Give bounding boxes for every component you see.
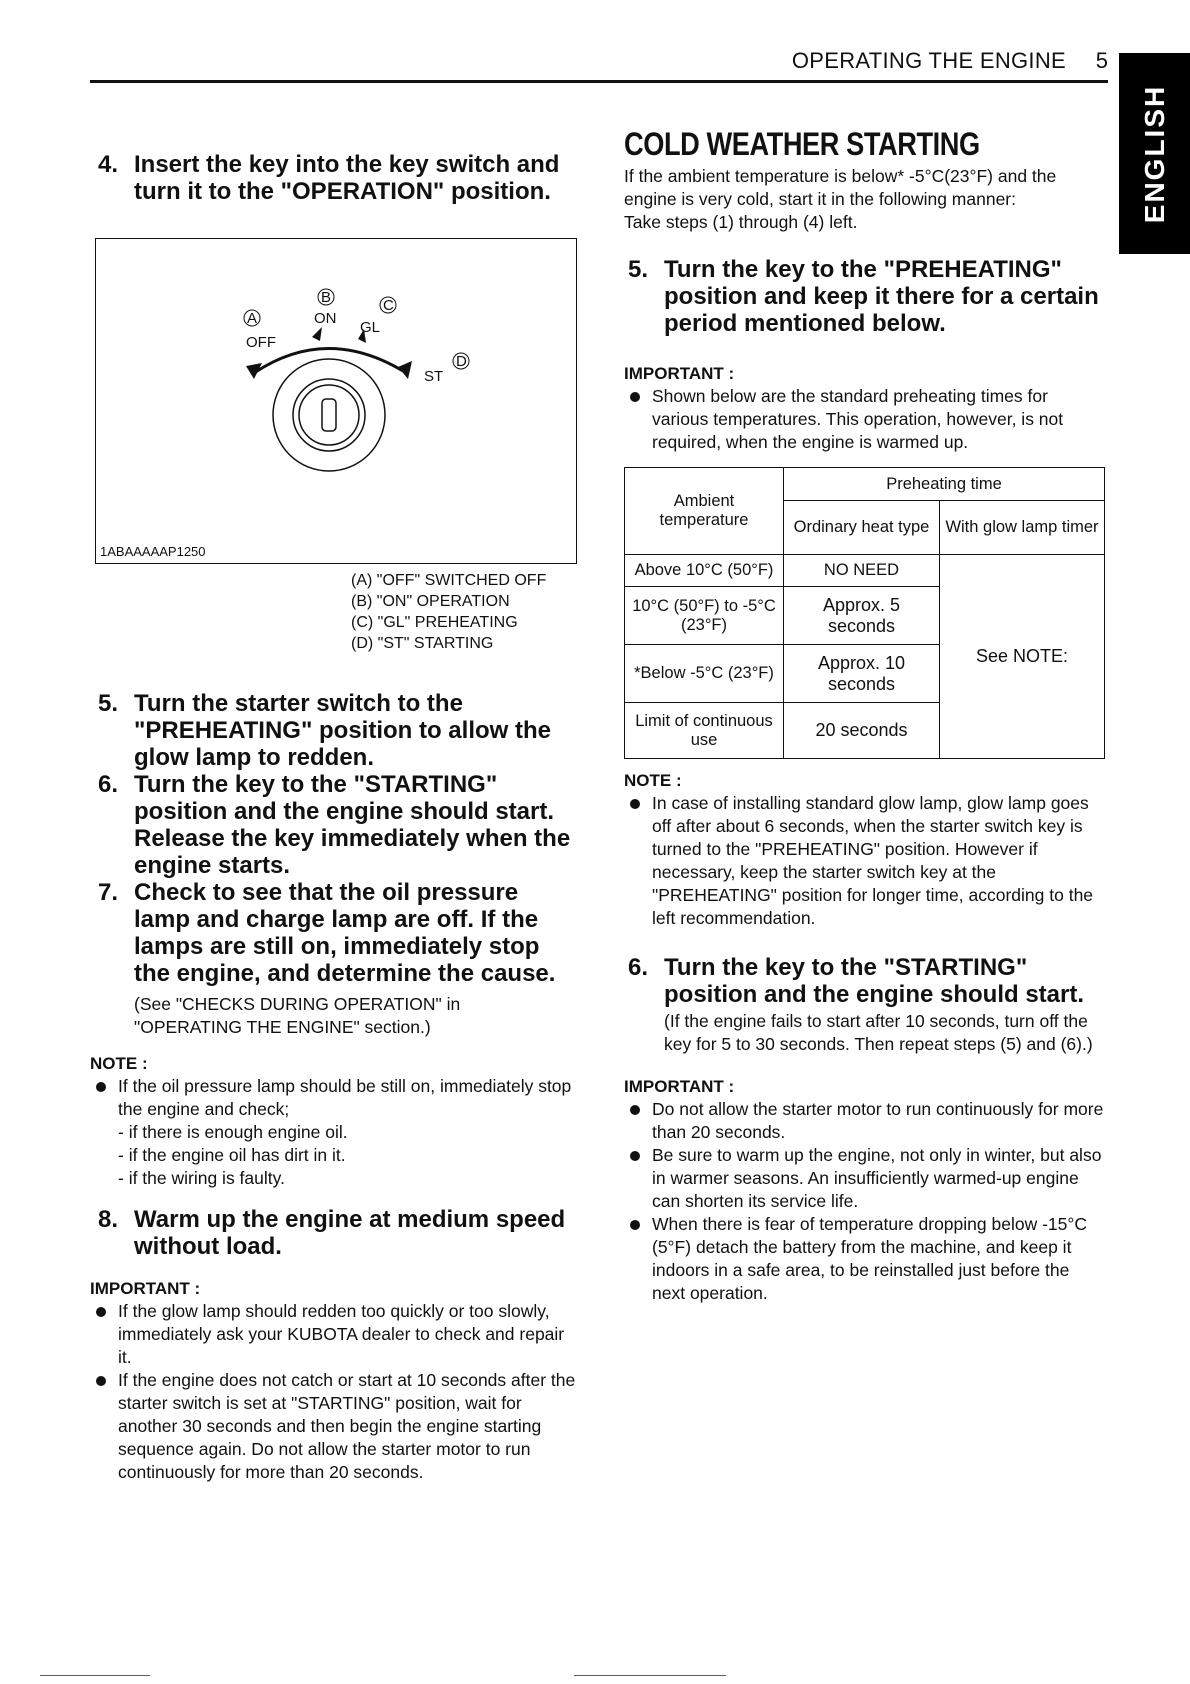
left-step-4: 4. Insert the key into the key switch and turn it to the "OPERATION" position.: [98, 151, 560, 205]
header-ambient: Ambient temperature: [625, 468, 784, 555]
table-cell-time: 20 seconds: [784, 703, 940, 759]
label-st: ST: [424, 368, 444, 385]
important-bullet: Do not allow the starter motor to run continuously for more than 20 seconds.: [624, 1098, 1106, 1144]
note-label: NOTE :: [90, 1054, 148, 1073]
table-cell-temp: Above 10°C (50°F): [625, 555, 784, 587]
cold-weather-heading: COLD WEATHER STARTING: [624, 126, 980, 162]
right-step-5: 5. Turn the key to the "PREHEATING" position and keep it there for a certain period mentioned below.: [628, 256, 1099, 337]
language-tab: [1119, 53, 1190, 254]
legend-item: (D) "ST" STARTING: [351, 635, 494, 652]
key-switch-figure: [95, 238, 577, 564]
label-b: B: [321, 289, 332, 306]
key-switch-illustration: [96, 239, 576, 563]
table-cell-time: Approx. 10 seconds: [784, 645, 940, 703]
legend-item: (B) "ON" OPERATION: [351, 593, 510, 610]
table-cell-temp: Limit of continuous use: [625, 703, 784, 759]
table-cell-time: Approx. 5 seconds: [784, 587, 940, 645]
legend-item: (A) "OFF" SWITCHED OFF: [351, 572, 547, 589]
important-label: IMPORTANT :: [624, 1077, 735, 1096]
note-dash: - if the engine oil has dirt in it.: [118, 1145, 346, 1165]
right-step-6-note: (If the engine fails to start after 10 seconds, turn off the key for 5 to 30 seconds. Then repeat steps (5) and (6).): [664, 1011, 1093, 1054]
table-cell-glow: See NOTE:: [940, 555, 1105, 759]
step-text: Insert the key into the key switch and turn it to the "OPERATION" position.: [134, 151, 560, 205]
right-step-6: 6. Turn the key to the "STARTING" position and the engine should start.: [628, 954, 1085, 1008]
right-important-1: [624, 363, 1106, 454]
label-c: C: [383, 297, 394, 314]
header-ordinary: Ordinary heat type: [784, 501, 940, 555]
important-label: IMPORTANT :: [90, 1279, 201, 1298]
label-gl: GL: [360, 319, 381, 336]
important-bullet: Shown below are the standard preheating times for various temperatures. This operation, however, is not required, when the engine is warmed up.: [624, 385, 1106, 454]
table-cell-temp: 10°C (50°F) to -5°C (23°F): [625, 587, 784, 645]
footer-divider: [40, 1675, 150, 1676]
left-steps: [90, 690, 580, 1484]
left-step-8: 8. Warm up the engine at medium speed without load.: [98, 1206, 566, 1260]
right-note: [624, 770, 1106, 930]
right-important-2: [624, 1076, 1106, 1305]
language-tab-label: ENGLISH: [1138, 84, 1170, 223]
footer-divider: [574, 1675, 726, 1676]
note-bullet: If the oil pressure lamp should be still on, immediately stop the engine and check;: [90, 1075, 580, 1121]
right-column-lower: [624, 770, 1106, 1305]
table-cell-temp: *Below -5°C (23°F): [625, 645, 784, 703]
label-a: A: [247, 310, 258, 327]
note-dash: - if there is enough engine oil.: [118, 1122, 348, 1142]
label-off: OFF: [246, 334, 276, 351]
label-on: ON: [314, 310, 337, 327]
right-column: [624, 126, 1106, 454]
important-label: IMPORTANT :: [624, 364, 735, 383]
table-cell-time: NO NEED: [784, 555, 940, 587]
left-step-5: 5. Turn the starter switch to the "PREHEATING" position to allow the glow lamp to redden.: [98, 690, 551, 771]
note-bullet: In case of installing standard glow lamp, glow lamp goes off after about 6 seconds, when the starter switch key is turned to the "PREHEATING" position. However if necessary, keep the starter switch key at the "PREHEATING" position for longer time, according to the left recommendation.: [624, 792, 1106, 930]
left-step-7: 7. Check to see that the oil pressure lamp and charge lamp are off. If the lamps are still on, immediately stop the engine, and determine the cause.: [98, 879, 556, 987]
left-step-7-note: (See "CHECKS DURING OPERATION" in "OPERATING THE ENGINE" section.): [134, 994, 461, 1037]
page-header: [90, 46, 1108, 83]
label-d: D: [456, 353, 467, 370]
preheating-table: [624, 467, 1105, 759]
header-preheating: Preheating time: [784, 468, 1105, 501]
important-bullet: Be sure to warm up the engine, not only in winter, but also in warmer seasons. An insufficiently warmed-up engine can shorten its service life.: [624, 1144, 1106, 1213]
intro-text: If the ambient temperature is below* -5°C(23°F) and the engine is very cold, start it in the following manner:: [624, 166, 1057, 209]
left-step-6: 6. Turn the key to the "STARTING" position and the engine should start. Release the key immediately when the engine starts.: [98, 771, 571, 879]
header-glow: With glow lamp timer: [940, 501, 1105, 555]
important-bullet: When there is fear of temperature dropping below -15°C (5°F) detach the battery from the machine, and keep it indoors in a safe area, to be reinstalled just before the next operation.: [624, 1213, 1106, 1305]
legend-item: (C) "GL" PREHEATING: [351, 614, 518, 631]
figure-code: 1ABAAAAAP1250: [100, 544, 206, 559]
note-label: NOTE :: [624, 771, 682, 790]
intro-text-2: Take steps (1) through (4) left.: [624, 212, 858, 232]
figure-legend: [351, 570, 546, 654]
important-bullet: If the glow lamp should redden too quickly or too slowly, immediately ask your KUBOTA dealer to check and repair it.: [90, 1300, 580, 1369]
page-number: 5: [1095, 48, 1108, 73]
left-note: [90, 1053, 580, 1190]
section-title: OPERATING THE ENGINE: [791, 48, 1066, 73]
left-important: [90, 1278, 580, 1484]
important-bullet: If the engine does not catch or start at 10 seconds after the starter switch is set at "STARTING" position, wait for another 30 seconds and then begin the engine starting sequence again. Do not allow the starter motor to run continuously for more than 20 seconds.: [90, 1369, 580, 1484]
note-dash: - if the wiring is faulty.: [118, 1168, 285, 1188]
